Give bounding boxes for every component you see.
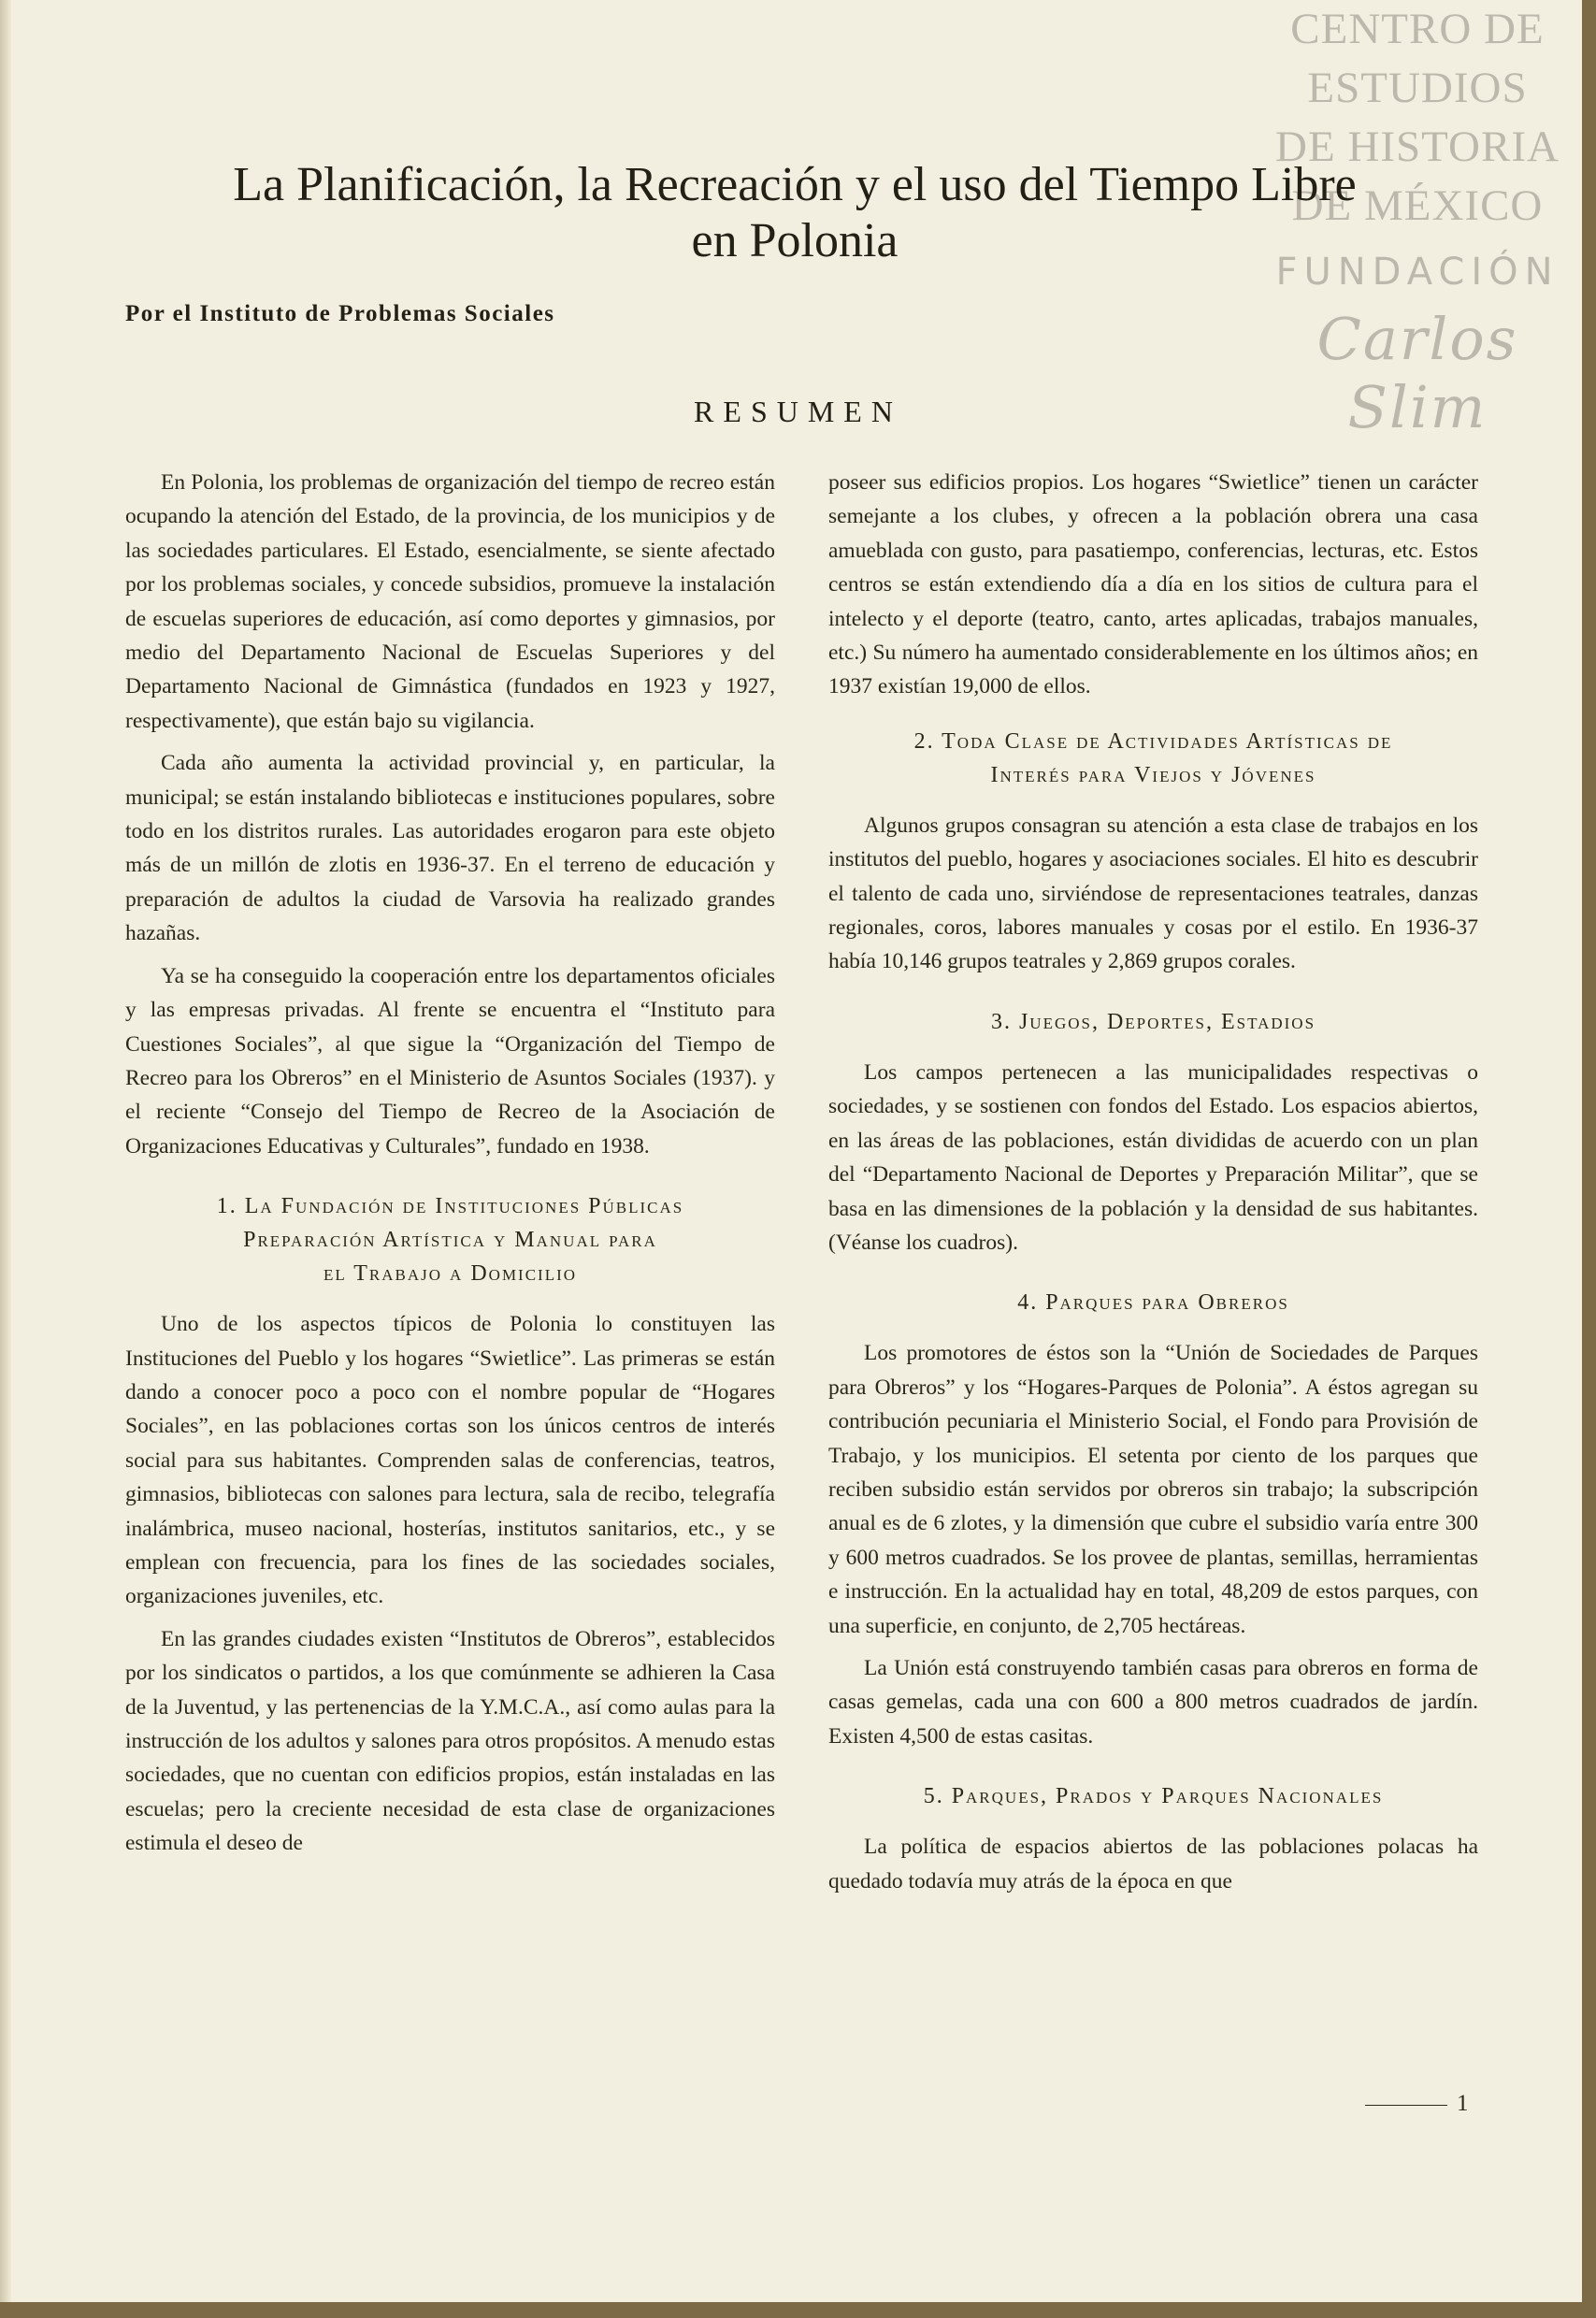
paragraph: Los promotores de éstos son la “Unión de Sociedades de Parques para Obreros” y los “Hogares-Parques de Polonia”. A éstos agregan su contribución pecuniaria el Ministerio Social, el Fondo para Provisión de Trabajo, y los municipios. El setenta por ciento de los parques que reciben subsidio están servidos por obreros sin trabajo; la subscripción anual es de 6 zlotes, y la dimensión que cubre el subsidio varía entre 300 y 600 metros cuadrados. Se los provee de plantas, semillas, herramientas e instrucción. En la actualidad hay en total, 48,209 de estos parques, con una superficie, en conjunto, de 2,705 hectáreas.: [828, 1341, 1478, 1638]
page-spine: [0, 0, 11, 2302]
section-heading-resumen: RESUMEN: [694, 395, 902, 428]
paragraph: La Unión está construyendo también casas para obreros en forma de casas gemelas, cada una con 600 a 800 metros cuadrados de jardín. Existen 4,500 de estas casitas.: [828, 1655, 1478, 1749]
section-heading-4: 4. Parques para Obreros: [1017, 1290, 1289, 1316]
heading-line: el Trabajo a Domicilio: [323, 1261, 578, 1287]
title-line-2: en Polonia: [691, 214, 899, 267]
section-heading-3: 3. Juegos, Deportes, Estadios: [990, 1009, 1316, 1034]
section-heading-1: [125, 1189, 775, 1290]
paragraph: En las grandes ciudades existen “Institutos de Obreros”, establecidos por los sindicatos o partidos, a los que comúnmente se adhieren la Casa de la Juventud, y las pertenencias de la Y.M.C.A., así como aulas para la instrucción de los adultos y salones para otros propósitos. A menudo estas sociedades, que no cuentan con edificios propios, están instaladas en las escuelas; pero la creciente necesidad de esta clase de organizaciones estimula el deseo de: [125, 1626, 775, 1856]
left-column: [125, 466, 775, 1869]
watermark-line: ESTUDIOS: [1307, 64, 1528, 112]
heading-line: Preparación Artística y Manual para: [243, 1228, 657, 1253]
paragraph: En Polonia, los problemas de organización del tiempo de recreo están ocupando la atención del Estado, de la provincia, de los municipios y de las sociedades particulares. El Estado, esencialmente, se siente afectado por los problemas sociales, y concede subsidios, promueve la instalación de escuelas superiores de educación, así como deportes y gimnasios, por medio del Departamento Nacional de Escuelas Superiores y del Departamento Nacional de Gimnástica (fundados en 1923 y 1927, respectivamente), que están bajo su vigilancia.: [125, 470, 775, 733]
watermark-signature: Carlos Slim: [1316, 305, 1518, 441]
paragraph: La política de espacios abiertos de las poblaciones polacas ha quedado todavía muy atrás de la época en que: [828, 1835, 1478, 1893]
heading-line: Interés para Viejos y Jóvenes: [990, 762, 1316, 787]
watermark-line: CENTRO DE: [1290, 5, 1545, 53]
watermark-line: DE HISTORIA: [1275, 122, 1560, 171]
page-title: [140, 157, 1449, 269]
section-heading-2: [828, 725, 1478, 792]
page-footer: [1365, 2091, 1469, 2117]
paragraph: Cada año aumenta la actividad provincial y, en particular, la municipal; se están instalando bibliotecas e instituciones populares, sobre todo en los distritos rurales. Las autoridades erogaron para este objeto más de un millón de zlotis en 1936-37. En el terreno de educación y preparación de adultos la ciudad de Varsovia ha realizado grandes hazañas.: [125, 751, 775, 946]
paragraph: Algunos grupos consagran su atención a esta clase de trabajos en los institutos del pueblo, hogares y asociaciones sociales. El hito es descubrir el talento de cada uno, sirviéndose de representaciones teatrales, danzas regionales, coros, labores manuales y cosas por el estilo. En 1936-37 había 10,146 grupos teatrales y 2,869 grupos corales.: [828, 813, 1478, 974]
paragraph: Uno de los aspectos típicos de Polonia lo constituyen las Instituciones del Pueblo y los hogares “Swietlice”. Las primeras se están dando a conocer poco a poco con el nombre popular de “Hogares Sociales”, en las poblaciones cortas son los únicos centros de interés social para sus habitantes. Comprenden salas de conferencias, teatros, gimnasios, bibliotecas con salones para lectura, sala de recibo, telegrafía inalámbrica, museo nacional, hosterías, institutos sanitarios, etc., y se emplean con frecuencia, para los fines de las sociedades sociales, organizaciones juveniles, etc.: [125, 1312, 775, 1609]
watermark-line: DE MÉXICO: [1291, 181, 1544, 230]
section-heading-5: 5. Parques, Prados y Parques Nacionales: [923, 1784, 1384, 1809]
paragraph: poseer sus edificios propios. Los hogares “Swietlice” tienen un carácter semejante a los clubes, y ofrecen a la población obrera una casa amueblada con gusto, para pasatiempo, conferencias, lecturas, etc. Estos centros se están extendiendo día a día en los sitios de cultura para el intelecto y el deporte (teatro, canto, artes aplicadas, trabajos manuales, etc.) Su número ha aumentado considerablemente en los últimos años; en 1937 existían 19,000 de ellos.: [828, 470, 1478, 699]
byline: Por el Instituto de Problemas Sociales: [125, 301, 555, 326]
watermark-foundation: FUNDACIÓN: [1275, 251, 1560, 294]
page-number: 1: [1457, 2091, 1469, 2116]
heading-line: 1. La Fundación de Instituciones Públicas: [216, 1194, 684, 1219]
paragraph: Ya se ha conseguido la cooperación entre los departamentos oficiales y las empresas privadas. Al frente se encuentra el “Instituto para Cuestiones Sociales”, al que sigue la “Organización del Tiempo de Recreo para los Obreros” en el Ministerio de Asuntos Sociales (1937). y el reciente “Consejo del Tiempo de Recreo de la Asociación de Organizaciones Educativas y Culturales”, fundado en 1938.: [125, 963, 775, 1159]
paragraph: Los campos pertenecen a las municipalidades respectivas o sociedades, y se sostienen con fondos del Estado. Los espacios abiertos, en las áreas de las poblaciones, están divididas de acuerdo con un plan del “Departamento Nacional de Deportes y Preparación Militar”, que se basa en las dimensiones de la población y la densidad de sus habitantes. (Véanse los cuadros).: [828, 1059, 1478, 1255]
footer-rule: [1365, 2105, 1447, 2106]
heading-line: 2. Toda Clase de Actividades Artísticas de: [913, 728, 1393, 754]
right-column: [828, 466, 1478, 1907]
title-line-1: La Planificación, la Recreación y el uso del Tiempo Libre: [233, 158, 1357, 211]
